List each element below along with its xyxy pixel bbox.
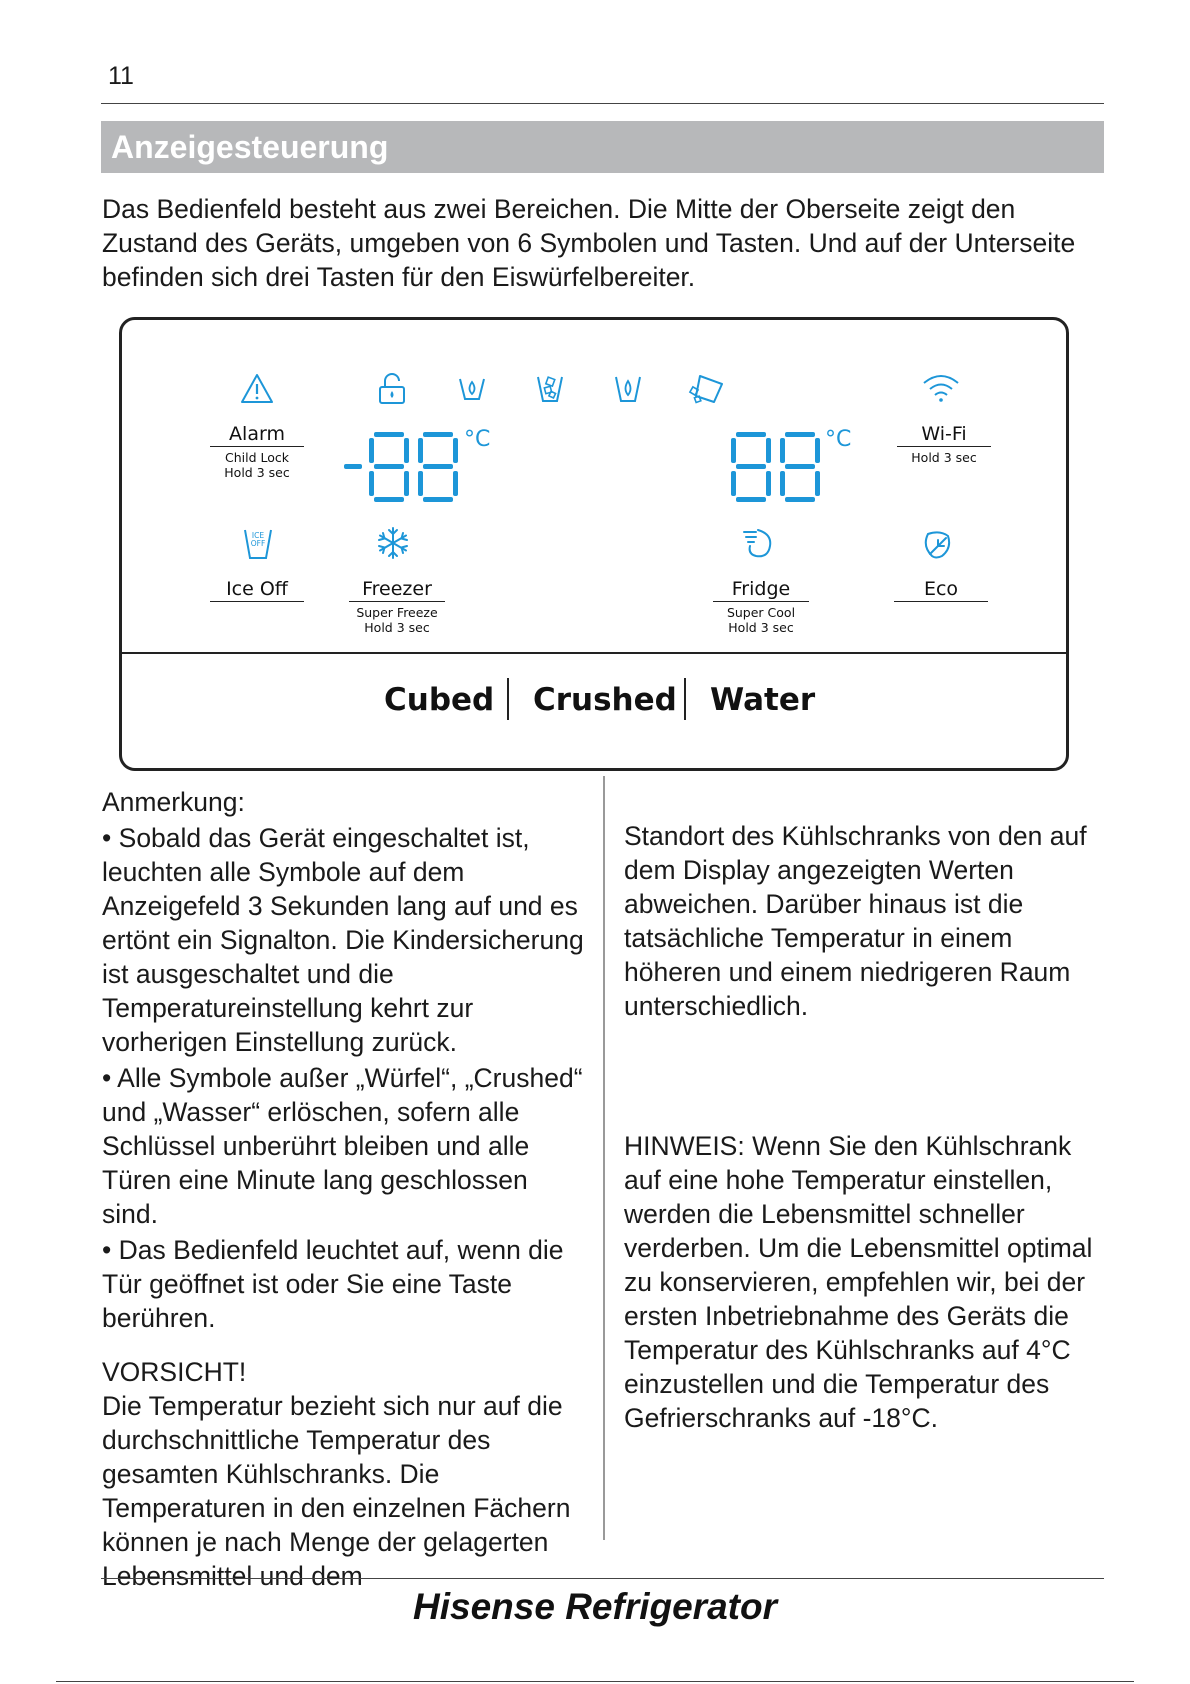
freezer-temperature-display [344, 432, 460, 502]
water-button[interactable]: Water [710, 682, 816, 718]
header-rule [101, 103, 1104, 104]
wifi-label: Wi-Fi [897, 423, 991, 447]
fridge-cool-icon [742, 526, 776, 560]
section-header [101, 121, 1104, 173]
control-panel-diagram [119, 317, 1069, 771]
wifi-button[interactable] [897, 423, 991, 465]
snowflake-icon [376, 526, 410, 560]
hinweis-text: HINWEIS: Wenn Sie den Kühlschrank auf eine hohe Temperatur einstellen, werden die Lebensmittel schneller verderben. Um die Lebensmittel optimal zu konservieren, empfehlen wir, bei der ersten Inbetriebnahme des Geräts die Temperatur des Kühlschranks auf 4°C einzustellen und die Temperatur des Gefrierschranks auf -18°C. [624, 1131, 1093, 1433]
water-drop-icon [456, 372, 488, 406]
column-divider [603, 776, 605, 1540]
lock-icon [376, 372, 408, 406]
ice-button-separator [684, 678, 686, 720]
right-column [624, 819, 1102, 1023]
left-column [102, 785, 590, 1593]
caution-heading: VORSICHT! [102, 1357, 247, 1387]
water-cup-icon [612, 372, 644, 406]
ice-off-button[interactable] [210, 578, 304, 602]
freezer-sub2: Hold 3 sec [364, 620, 430, 635]
freezer-button[interactable] [349, 578, 445, 635]
fridge-unit-label: °C [825, 427, 852, 452]
freezer-sub1: Super Freeze [356, 605, 438, 620]
cubed-button[interactable]: Cubed [384, 682, 495, 718]
freezer-label: Freezer [349, 578, 445, 602]
eco-button[interactable] [894, 578, 988, 602]
note-bullet: • Sobald das Gerät eingeschaltet ist, leuchten alle Symbole auf dem Anzeigefeld 3 Sekunden lang auf und es ertönt ein Signalton. Die Kindersicherung ist ausgeschaltet und die Temperatureinstellung kehrt zur vorherigen Einstellung zurück. [102, 823, 584, 1057]
alert-triangle-icon [240, 372, 274, 406]
footer-brand: Hisense Refrigerator [413, 1586, 777, 1627]
note-bullet: • Alle Symbole außer „Würfel“, „Crushed“ und „Wasser“ erlöschen, sofern alle Schlüssel unberührt bleiben und alle Türen eine Minute lang geschlossen sind. [102, 1063, 583, 1229]
hinweis-block [624, 1129, 1102, 1435]
fridge-sub2: Hold 3 sec [728, 620, 794, 635]
note-heading: Anmerkung: [102, 787, 245, 817]
freezer-unit-label: °C [464, 427, 491, 452]
fridge-sub1: Super Cool [726, 605, 796, 620]
wifi-sub1: Hold 3 sec [911, 450, 977, 465]
fridge-button[interactable] [713, 578, 809, 635]
ice-off-icon [242, 527, 274, 561]
alarm-button[interactable] [210, 423, 304, 480]
alarm-sub2: Hold 3 sec [224, 465, 290, 480]
ice-button-separator [507, 678, 509, 720]
panel-divider [122, 652, 1066, 654]
eco-leaf-icon [922, 526, 958, 560]
section-title: Anzeigesteuerung [111, 129, 389, 165]
bottom-rule [56, 1681, 1134, 1682]
caution-text: Die Temperatur bezieht sich nur auf die durchschnittliche Temperatur des gesamten Kühlschranks. Die Temperaturen in den einzelnen Fächern können je nach Menge der gelagerten Lebensmittel und dem [102, 1391, 571, 1591]
ice-off-label: Ice Off [210, 578, 304, 602]
page-number: 11 [108, 62, 134, 90]
alarm-sub1: Child Lock [224, 450, 289, 465]
ice-dispenser-icon [688, 370, 728, 408]
crushed-button[interactable]: Crushed [533, 682, 677, 718]
intro-paragraph: Das Bedienfeld besteht aus zwei Bereichen. Die Mitte der Oberseite zeigt den Zustand des Geräts, umgeben von 6 Symbolen und Tasten. Und auf der Unterseite befinden sich drei Tasten für den Eiswürfelbereiter. [102, 194, 1076, 292]
svg-text:OFF: OFF [250, 539, 266, 548]
fridge-temperature-display [731, 432, 821, 502]
svg-text:ICE: ICE [251, 531, 265, 540]
fridge-label: Fridge [713, 578, 809, 602]
wifi-icon [921, 372, 961, 404]
eco-label: Eco [894, 578, 988, 602]
ice-cube-cup-icon [534, 372, 566, 406]
alarm-label: Alarm [210, 423, 304, 447]
right-continuation-text: Standort des Kühlschranks von den auf dem Display angezeigten Werten abweichen. Darüber hinaus ist die tatsächliche Temperatur in einem höheren und einem niedrigeren Raum unterschiedlich. [624, 821, 1087, 1021]
footer-rule [101, 1578, 1104, 1579]
note-bullet: • Das Bedienfeld leuchtet auf, wenn die Tür geöffnet ist oder Sie eine Taste berühren. [102, 1235, 564, 1333]
